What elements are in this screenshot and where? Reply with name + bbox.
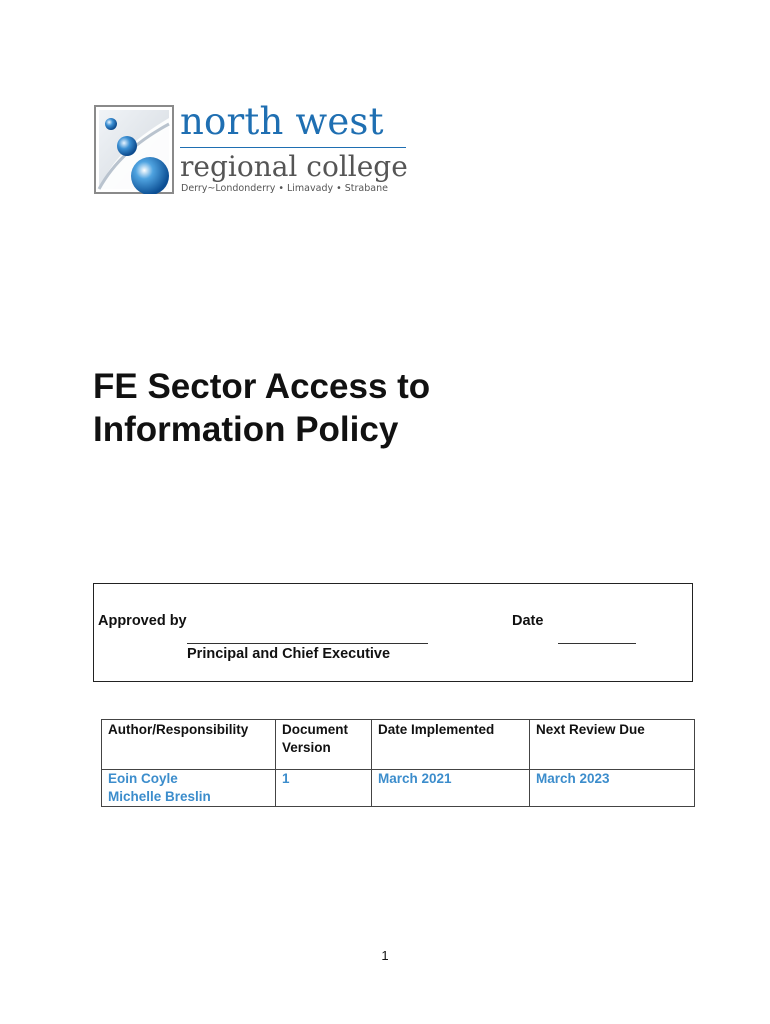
signature-line	[187, 643, 428, 644]
document-control-table	[101, 719, 695, 807]
author-name-2: Michelle Breslin	[108, 789, 211, 804]
cell-next-review: March 2023	[530, 770, 695, 807]
date-line	[558, 643, 636, 644]
document-title-line-1: FE Sector Access to	[93, 367, 431, 406]
header-author: Author/Responsibility	[102, 720, 276, 770]
logo-locations: Derry~Londonderry • Limavady • Strabane	[181, 183, 388, 194]
cell-version: 1	[276, 770, 372, 807]
header-version-line-1: Document	[282, 722, 349, 737]
date-label: Date	[512, 613, 544, 629]
document-title-line-2: Information Policy	[93, 410, 399, 449]
approved-by-label: Approved by	[98, 613, 187, 629]
header-version-line-2: Version	[282, 740, 331, 755]
logo-name: north west	[180, 100, 384, 143]
table-row	[102, 770, 695, 807]
signatory-role: Principal and Chief Executive	[187, 646, 391, 662]
page-number: 1	[381, 948, 389, 963]
header-version	[276, 720, 372, 770]
table-header-row	[102, 720, 695, 770]
approval-box	[93, 583, 693, 682]
logo-subtitle: regional college	[180, 150, 408, 183]
cell-date-implemented: March 2021	[372, 770, 530, 807]
document-title	[93, 365, 653, 451]
author-name-1: Eoin Coyle	[108, 771, 178, 786]
college-crest-icon	[94, 104, 174, 194]
cell-author	[102, 770, 276, 807]
header-date-implemented: Date Implemented	[372, 720, 530, 770]
college-logo	[94, 100, 414, 198]
header-next-review: Next Review Due	[530, 720, 695, 770]
logo-divider	[180, 147, 406, 148]
